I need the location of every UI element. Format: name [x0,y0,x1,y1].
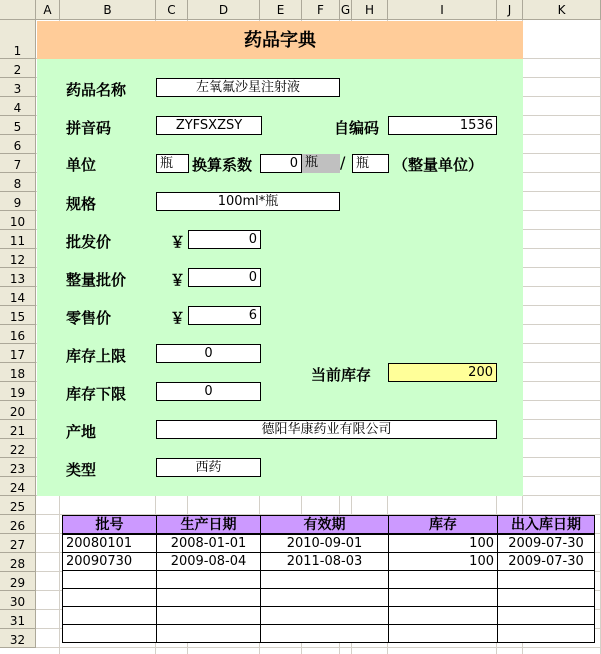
pinyin-label: 拼音码 [66,119,112,137]
wholesale-field[interactable]: 0 [188,230,261,249]
column-header-k[interactable]: K [523,0,601,20]
factor-field[interactable]: 0 [260,154,302,173]
table-header-cell[interactable]: 库存 [388,515,498,534]
pinyin-field[interactable]: ZYFSXZSY [156,116,262,135]
table-cell[interactable] [156,570,261,589]
row-header-19[interactable]: 19 [0,382,36,401]
column-header-d[interactable]: D [188,0,260,20]
column-header-g[interactable]: G [340,0,352,20]
currency-symbol: ￥ [170,309,186,327]
row-header-14[interactable]: 14 [0,287,36,306]
table-header-cell[interactable]: 生产日期 [156,515,261,534]
row-header-13[interactable]: 13 [0,268,36,287]
row-header-24[interactable]: 24 [0,477,36,496]
row-header-25[interactable]: 25 [0,496,36,515]
table-cell[interactable] [62,570,157,589]
table-cell[interactable] [497,588,595,607]
row-header-27[interactable]: 27 [0,534,36,553]
row-header-18[interactable]: 18 [0,363,36,382]
table-cell[interactable] [62,606,157,625]
bulk-price-field[interactable]: 0 [188,268,261,287]
row-header-15[interactable]: 15 [0,306,36,325]
row-header-1[interactable]: 1 [0,20,36,59]
row-header-11[interactable]: 11 [0,230,36,249]
row-header-6[interactable]: 6 [0,135,36,154]
table-cell[interactable]: 20090730 [62,552,157,571]
table-cell[interactable] [260,624,389,643]
table-cell[interactable]: 100 [388,552,498,571]
row-header-7[interactable]: 7 [0,154,36,173]
row-header-31[interactable]: 31 [0,610,36,629]
column-header-b[interactable]: B [60,0,156,20]
row-header-16[interactable]: 16 [0,325,36,344]
row-header-9[interactable]: 9 [0,192,36,211]
currency-symbol: ￥ [170,271,186,289]
stock-min-label: 库存下限 [66,385,127,403]
table-cell[interactable] [497,624,595,643]
retail-field[interactable]: 6 [188,306,261,325]
origin-field[interactable]: 德阳华康药业有限公司 [156,420,497,439]
row-header-20[interactable]: 20 [0,401,36,420]
name-field[interactable]: 左氧氟沙星注射液 [156,78,340,97]
row-header-22[interactable]: 22 [0,439,36,458]
table-cell[interactable]: 2010-09-01 [260,534,389,553]
table-header-cell[interactable]: 有效期 [260,515,389,534]
table-cell[interactable]: 20080101 [62,534,157,553]
row-header-28[interactable]: 28 [0,553,36,572]
row-header-5[interactable]: 5 [0,116,36,135]
table-cell[interactable]: 2009-08-04 [156,552,261,571]
column-header-i[interactable]: I [388,0,497,20]
wholesale-label: 批发价 [66,233,112,251]
table-cell[interactable] [260,606,389,625]
table-cell[interactable]: 2009-07-30 [497,534,595,553]
row-header-4[interactable]: 4 [0,97,36,116]
page-title: 药品字典 [244,30,316,51]
type-label: 类型 [66,461,97,479]
table-cell[interactable] [62,588,157,607]
table-header-cell[interactable]: 出入库日期 [497,515,595,534]
code-label: 自编码 [334,119,380,137]
column-header-a[interactable]: A [36,0,60,20]
code-field[interactable]: 1536 [388,116,497,135]
name-label: 药品名称 [66,81,127,99]
table-cell[interactable]: 100 [388,534,498,553]
row-header-17[interactable]: 17 [0,344,36,363]
row-header-21[interactable]: 21 [0,420,36,439]
row-header-12[interactable]: 12 [0,249,36,268]
table-cell[interactable] [388,588,498,607]
current-stock-field[interactable]: 200 [388,363,497,382]
table-cell[interactable]: 2009-07-30 [497,552,595,571]
table-cell[interactable] [497,606,595,625]
table-header-cell[interactable]: 批号 [62,515,157,534]
unit-slash: / [340,153,346,172]
spec-label: 规格 [66,195,97,213]
table-cell[interactable] [388,606,498,625]
unit-field[interactable]: 瓶 [156,154,189,173]
unit2-field[interactable]: 瓶 [302,154,340,173]
row-header-8[interactable]: 8 [0,173,36,192]
column-header-e[interactable]: E [260,0,302,20]
table-cell[interactable] [497,570,595,589]
column-header-j[interactable]: J [497,0,523,20]
row-header-10[interactable]: 10 [0,211,36,230]
row-header-2[interactable]: 2 [0,59,36,78]
origin-label: 产地 [66,423,97,441]
retail-label: 零售价 [66,309,112,327]
row-header-29[interactable]: 29 [0,572,36,591]
gridline [36,647,601,648]
stock-min-field[interactable]: 0 [156,382,261,401]
row-header-32[interactable]: 32 [0,629,36,648]
whole-unit-note: （整量单位） [393,156,484,174]
currency-symbol: ￥ [170,233,186,251]
type-field[interactable]: 西药 [156,458,261,477]
current-stock-label: 当前库存 [311,366,372,384]
table-cell[interactable] [388,570,498,589]
row-header-26[interactable]: 26 [0,515,36,534]
row-header-3[interactable]: 3 [0,78,36,97]
bulk-price-label: 整量批价 [66,271,127,289]
table-cell[interactable] [156,624,261,643]
row-header-30[interactable]: 30 [0,591,36,610]
column-header-c[interactable]: C [156,0,188,20]
factor-label: 换算系数 [192,156,253,174]
stock-max-label: 库存上限 [66,347,127,365]
table-cell[interactable] [388,624,498,643]
column-header-f[interactable]: F [302,0,340,20]
unit-label: 单位 [66,156,97,174]
table-cell[interactable] [156,606,261,625]
table-cell[interactable] [156,588,261,607]
spec-field[interactable]: 100ml*瓶 [156,192,340,211]
column-header-h[interactable]: H [352,0,388,20]
table-cell[interactable] [62,624,157,643]
table-cell[interactable] [260,570,389,589]
table-cell[interactable]: 2008-01-01 [156,534,261,553]
stock-max-field[interactable]: 0 [156,344,261,363]
row-header-23[interactable]: 23 [0,458,36,477]
unit3-field[interactable]: 瓶 [352,154,389,173]
select-all-corner[interactable] [0,0,36,20]
table-cell[interactable] [260,588,389,607]
table-cell[interactable]: 2011-08-03 [260,552,389,571]
